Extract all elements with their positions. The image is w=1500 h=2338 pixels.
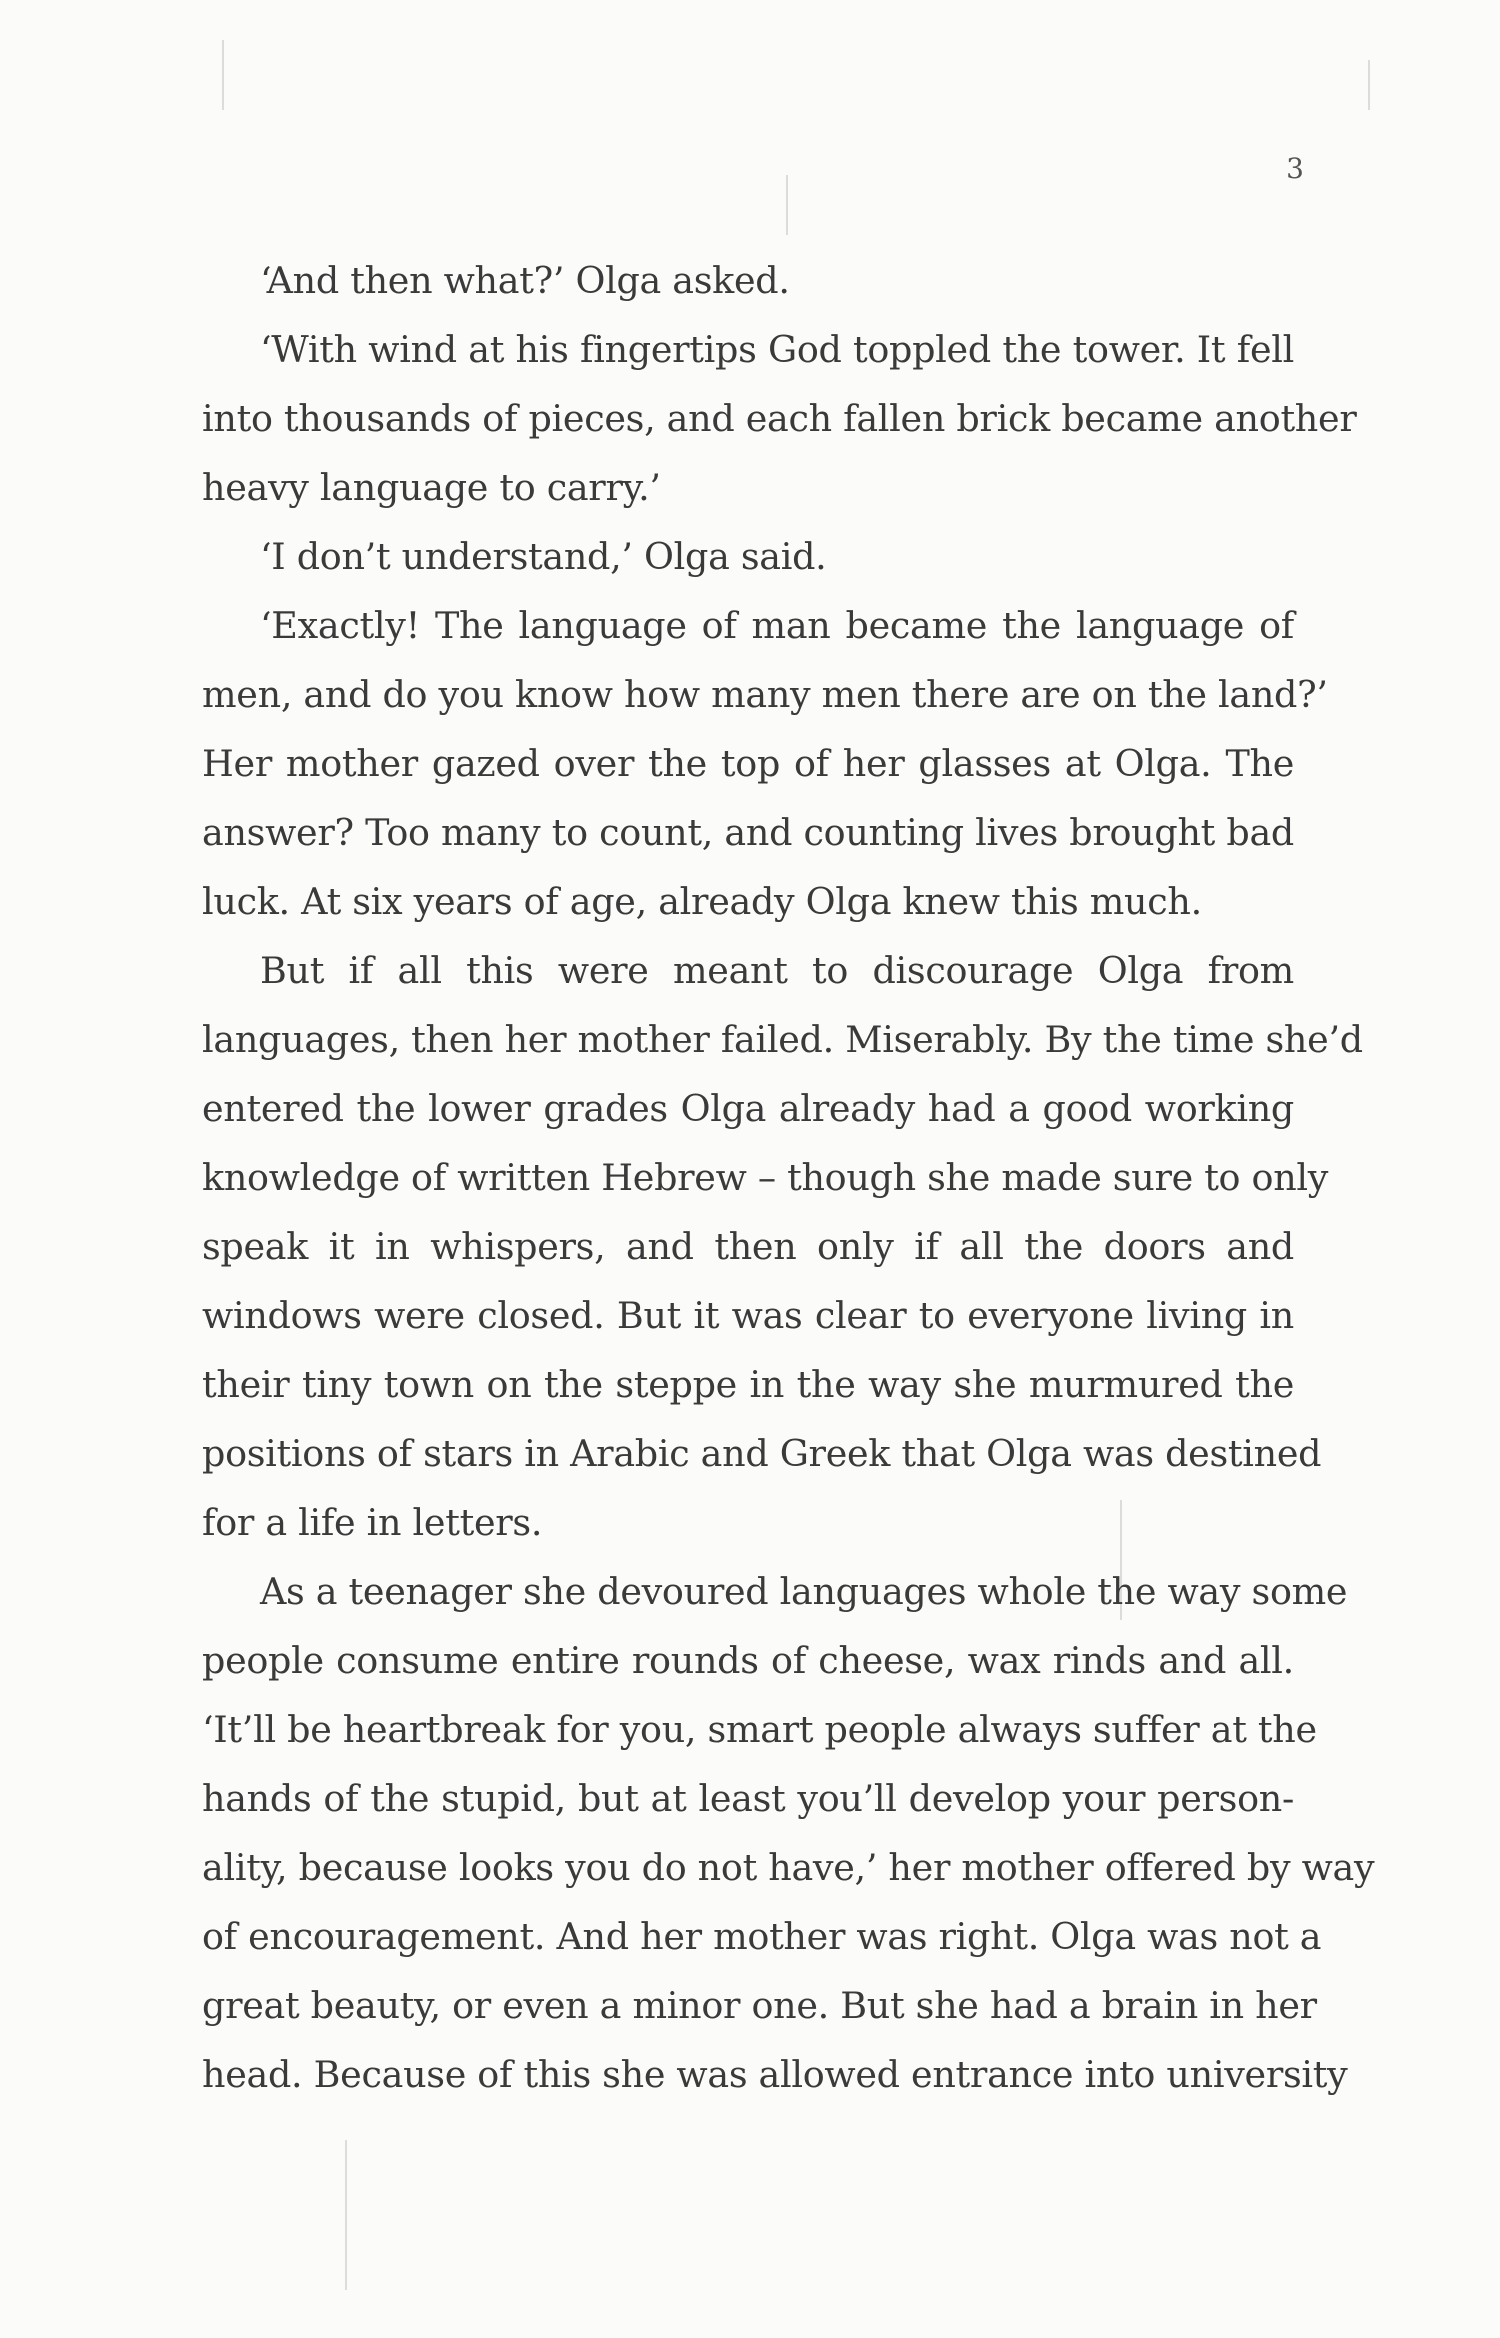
text-line: into thousands of pieces, and each fallen brick became another [202, 397, 1357, 440]
text-line: head. Because of this she was allowed entrance into university [202, 2053, 1348, 2096]
text-line: entered the lower grades Olga already had a good working [202, 1087, 1294, 1130]
text-line: luck. At six years of age, already Olga knew this much. [202, 880, 1202, 923]
text-line: men, and do you know how many men there are on the land?’ [202, 673, 1328, 716]
page-number: 3 [1286, 152, 1304, 185]
text-line: ality, because looks you do not have,’ her mother offered by way [202, 1846, 1375, 1889]
text-line: But if all this were meant to discourage Olga from [260, 949, 1294, 992]
text-line: their tiny town on the steppe in the way she murmured the [202, 1363, 1294, 1406]
text-line: people consume entire rounds of cheese, wax rinds and all. [202, 1639, 1294, 1682]
scan-mark [222, 40, 224, 110]
text-line: for a life in letters. [202, 1501, 543, 1544]
text-line: Her mother gazed over the top of her glasses at Olga. The [202, 742, 1294, 785]
text-line: speak it in whispers, and then only if all the doors and [202, 1225, 1294, 1268]
scan-mark [345, 2140, 347, 2290]
text-line: languages, then her mother failed. Miserably. By the time she’d [202, 1018, 1363, 1061]
text-line: answer? Too many to count, and counting lives brought bad [202, 811, 1294, 854]
text-line: knowledge of written Hebrew – though she made sure to only [202, 1156, 1329, 1199]
text-line: ‘It’ll be heartbreak for you, smart people always suffer at the [202, 1708, 1317, 1751]
text-line: As a teenager she devoured languages whole the way some [260, 1570, 1348, 1613]
text-line: great beauty, or even a minor one. But she had a brain in her [202, 1984, 1317, 2027]
text-line: of encouragement. And her mother was right. Olga was not a [202, 1915, 1322, 1958]
text-line: positions of stars in Arabic and Greek that Olga was destined [202, 1432, 1322, 1475]
scan-mark [1368, 60, 1370, 110]
scan-mark [786, 175, 788, 235]
body-text [202, 246, 1375, 2109]
text-line: windows were closed. But it was clear to everyone living in [202, 1294, 1294, 1337]
text-line: heavy language to carry.’ [202, 466, 661, 509]
text-line: hands of the stupid, but at least you’ll develop your person- [202, 1777, 1294, 1820]
text-line: ‘Exactly! The language of man became the language of [260, 604, 1294, 647]
text-line: ‘And then what?’ Olga asked. [260, 259, 790, 302]
text-line: ‘With wind at his fingertips God toppled the tower. It fell [260, 328, 1294, 371]
text-line: ‘I don’t understand,’ Olga said. [260, 535, 827, 578]
